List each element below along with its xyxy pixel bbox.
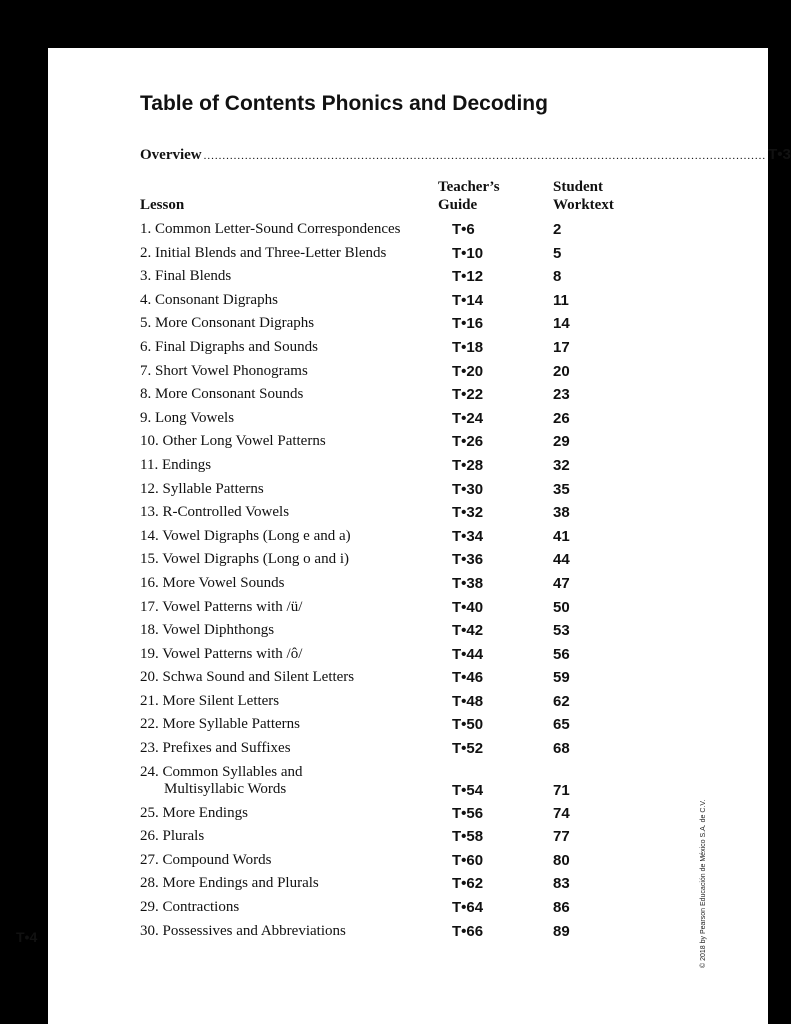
teachers-guide-page: T•64 <box>452 899 484 917</box>
lesson-title-text: 4. Consonant Digraphs <box>140 291 278 308</box>
teachers-guide-page: T•20 <box>452 362 484 380</box>
lesson-title-text: 27. Compound Words <box>140 851 272 868</box>
lesson-row <box>140 825 660 849</box>
teachers-guide-page: T•22 <box>452 386 484 404</box>
overview-label: Overview <box>140 147 202 163</box>
lesson-title-text: 11. Endings <box>140 456 212 473</box>
lesson-row <box>140 478 660 502</box>
lesson-title <box>140 407 234 431</box>
lesson-title <box>140 737 291 761</box>
lesson-row <box>140 690 660 714</box>
student-worktext-page: 56 <box>553 645 570 663</box>
lesson-row <box>140 643 660 667</box>
teachers-guide-page: T•32 <box>452 504 484 522</box>
teachers-guide-page: T•34 <box>452 527 484 545</box>
teachers-guide-page: T•10 <box>452 244 484 262</box>
student-worktext-page: 23 <box>553 386 570 404</box>
lesson-title <box>140 312 314 336</box>
lesson-title-text: 5. More Consonant Digraphs <box>140 315 315 332</box>
lesson-title-text: 10. Other Long Vowel Patterns <box>140 433 326 450</box>
student-worktext-page: 41 <box>553 527 570 545</box>
teachers-guide-page: T•28 <box>452 456 484 474</box>
student-worktext-page: 2 <box>553 221 562 238</box>
lesson-title <box>140 525 351 549</box>
lesson-row <box>140 619 660 643</box>
lesson-title <box>140 666 354 690</box>
teachers-guide-page: T•42 <box>452 622 484 640</box>
column-header-teachers-guide-line1: Teacher’s <box>438 179 500 195</box>
teachers-guide-page: T•50 <box>452 716 484 734</box>
lesson-title-text: 28. More Endings and Plurals <box>140 875 319 892</box>
lesson-title-text: 26. Plurals <box>140 828 205 845</box>
teachers-guide-page: T•18 <box>452 338 484 356</box>
lesson-title-text: 23. Prefixes and Suffixes <box>140 740 291 757</box>
page-number: T•4 <box>16 929 38 945</box>
lesson-title-text: 20. Schwa Sound and Silent Letters <box>140 669 355 686</box>
overview-entry <box>140 146 791 166</box>
lesson-title-text: 17. Vowel Patterns with /ü/ <box>140 598 303 615</box>
lesson-row <box>140 572 660 596</box>
student-worktext-page: 68 <box>553 740 570 758</box>
student-worktext-page: 26 <box>553 409 570 427</box>
lesson-title <box>140 802 248 826</box>
student-worktext-page: 50 <box>553 598 570 616</box>
student-worktext-page: 44 <box>553 551 570 569</box>
student-worktext-page: 65 <box>553 716 570 734</box>
teachers-guide-page: T•30 <box>452 480 484 498</box>
lesson-title <box>140 478 264 502</box>
lesson-title-text: 14. Vowel Digraphs (Long e and a) <box>140 527 351 544</box>
teachers-guide-page: T•36 <box>452 551 484 569</box>
lesson-title-text: 21. More Silent Letters <box>140 692 280 709</box>
lesson-title <box>140 764 303 798</box>
teachers-guide-page: T•12 <box>452 268 484 286</box>
teachers-guide-page: T•58 <box>452 828 484 846</box>
student-worktext-page: 80 <box>553 851 570 869</box>
student-worktext-page: 35 <box>553 480 570 498</box>
overview-leader-dots: ...................................................................................................................................................... <box>203 150 767 162</box>
lesson-title <box>140 619 274 643</box>
lesson-row <box>140 312 660 336</box>
lesson-title <box>140 713 300 737</box>
lesson-row <box>140 872 660 896</box>
student-worktext-page: 5 <box>553 244 562 262</box>
student-worktext-page: 53 <box>553 622 570 640</box>
lesson-title-continuation: Multisyllabic Words <box>164 780 287 797</box>
teachers-guide-page: T•38 <box>452 574 484 592</box>
lesson-title-text: 22. More Syllable Patterns <box>140 716 300 733</box>
overview-page: T•3 <box>768 146 791 163</box>
lesson-row <box>140 713 660 737</box>
lesson-title <box>140 265 231 289</box>
lesson-title <box>140 872 319 896</box>
lesson-list <box>140 218 660 943</box>
lesson-title <box>140 430 326 454</box>
column-header-teachers-guide <box>438 178 518 214</box>
teachers-guide-page: T•46 <box>452 669 484 687</box>
lesson-title-text: 18. Vowel Diphthongs <box>140 622 275 639</box>
student-worktext-page: 62 <box>553 692 570 710</box>
column-header-student-worktext <box>553 178 643 214</box>
teachers-guide-page: T•26 <box>452 433 484 451</box>
lesson-title <box>140 690 279 714</box>
lesson-row <box>140 737 660 761</box>
lesson-row <box>140 596 660 620</box>
teachers-guide-page: T•14 <box>452 291 484 309</box>
teachers-guide-page: T•44 <box>452 645 484 663</box>
lesson-title <box>140 383 303 407</box>
lesson-title-text: 6. Final Digraphs and Sounds <box>140 338 318 355</box>
lesson-row <box>140 265 660 289</box>
lesson-row <box>140 525 660 549</box>
lesson-title <box>140 548 349 572</box>
lesson-title <box>140 289 278 313</box>
lesson-title-text: 9. Long Vowels <box>140 409 235 426</box>
student-worktext-page: 29 <box>553 433 570 451</box>
lesson-row <box>140 548 660 572</box>
lesson-title-text: 24. Common Syllables and <box>140 763 303 780</box>
lesson-title-text: 8. More Consonant Sounds <box>140 386 304 403</box>
student-worktext-page: 20 <box>553 362 570 380</box>
teachers-guide-page: T•48 <box>452 692 484 710</box>
lesson-title-text: 29. Contractions <box>140 899 240 916</box>
teachers-guide-page: T•56 <box>452 804 484 822</box>
lesson-title <box>140 849 271 873</box>
lesson-title <box>140 596 302 620</box>
student-worktext-page: 11 <box>553 291 569 309</box>
student-worktext-page: 38 <box>553 504 570 522</box>
lesson-title-text: 12. Syllable Patterns <box>140 480 264 497</box>
teachers-guide-page: T•16 <box>452 315 484 333</box>
lesson-row <box>140 218 660 242</box>
student-worktext-page: 47 <box>553 574 570 592</box>
teachers-guide-page: T•40 <box>452 598 484 616</box>
lesson-title-text: 1. Common Letter-Sound Correspondences <box>140 221 401 237</box>
student-worktext-page: 86 <box>553 899 570 917</box>
lesson-title-text: 30. Possessives and Abbreviations <box>140 922 346 939</box>
lesson-title <box>140 920 346 944</box>
lesson-row <box>140 761 660 802</box>
lesson-title <box>140 643 302 667</box>
lesson-title <box>140 825 204 849</box>
student-worktext-page: 74 <box>553 804 570 822</box>
student-worktext-page: 8 <box>553 268 562 286</box>
student-worktext-page: 14 <box>553 315 570 333</box>
lesson-row <box>140 336 660 360</box>
teachers-guide-page: T•60 <box>452 851 484 869</box>
page-title: Table of Contents Phonics and Decoding <box>140 92 548 115</box>
student-worktext-page: 77 <box>553 828 570 846</box>
student-worktext-page: 32 <box>553 456 570 474</box>
lesson-title-text: 15. Vowel Digraphs (Long o and i) <box>140 551 350 568</box>
lesson-title <box>140 501 289 525</box>
lesson-title <box>140 336 318 360</box>
lesson-title-text: 16. More Vowel Sounds <box>140 574 285 591</box>
lesson-title-text: 7. Short Vowel Phonograms <box>140 362 308 379</box>
document-page <box>48 48 791 1024</box>
lesson-title-text: 13. R-Controlled Vowels <box>140 504 290 521</box>
lesson-row <box>140 430 660 454</box>
student-worktext-page: 83 <box>553 875 570 893</box>
lesson-title-text: 19. Vowel Patterns with /ô/ <box>140 645 303 662</box>
column-header-student-worktext-line1: Student <box>553 179 604 195</box>
lesson-title <box>140 360 308 384</box>
lesson-row <box>140 383 660 407</box>
lesson-row <box>140 896 660 920</box>
lesson-row <box>140 360 660 384</box>
copyright-notice: © 2018 by Pearson Educación de México S.A. de C.V. <box>700 799 707 968</box>
lesson-row <box>140 289 660 313</box>
student-worktext-page: 17 <box>553 338 570 356</box>
lesson-title <box>140 572 284 596</box>
lesson-row <box>140 407 660 431</box>
lesson-title <box>140 896 239 920</box>
teachers-guide-page: T•62 <box>452 875 484 893</box>
lesson-row <box>140 849 660 873</box>
student-worktext-page: 59 <box>553 669 570 687</box>
lesson-title <box>140 454 211 478</box>
lesson-title <box>140 242 386 266</box>
column-header-lesson: Lesson <box>140 197 185 213</box>
lesson-row <box>140 501 660 525</box>
teachers-guide-page: T•6 <box>452 221 475 238</box>
teachers-guide-page: T•66 <box>452 922 484 940</box>
lesson-row <box>140 802 660 826</box>
lesson-row <box>140 666 660 690</box>
lesson-row <box>140 454 660 478</box>
lesson-title-text: 3. Final Blends <box>140 268 232 285</box>
teachers-guide-page: T•54 <box>452 781 484 799</box>
teachers-guide-page: T•52 <box>452 740 484 758</box>
student-worktext-page: 71 <box>553 781 570 799</box>
teachers-guide-page: T•24 <box>452 409 484 427</box>
lesson-title-text: 2. Initial Blends and Three-Letter Blends <box>140 244 387 261</box>
lesson-row <box>140 242 660 266</box>
column-header-teachers-guide-line2: Guide <box>438 197 478 213</box>
lesson-title-text: 25. More Endings <box>140 804 248 821</box>
lesson-title <box>140 218 401 242</box>
student-worktext-page: 89 <box>553 922 570 940</box>
column-header-student-worktext-line2: Worktext <box>553 197 614 213</box>
lesson-row <box>140 920 660 944</box>
